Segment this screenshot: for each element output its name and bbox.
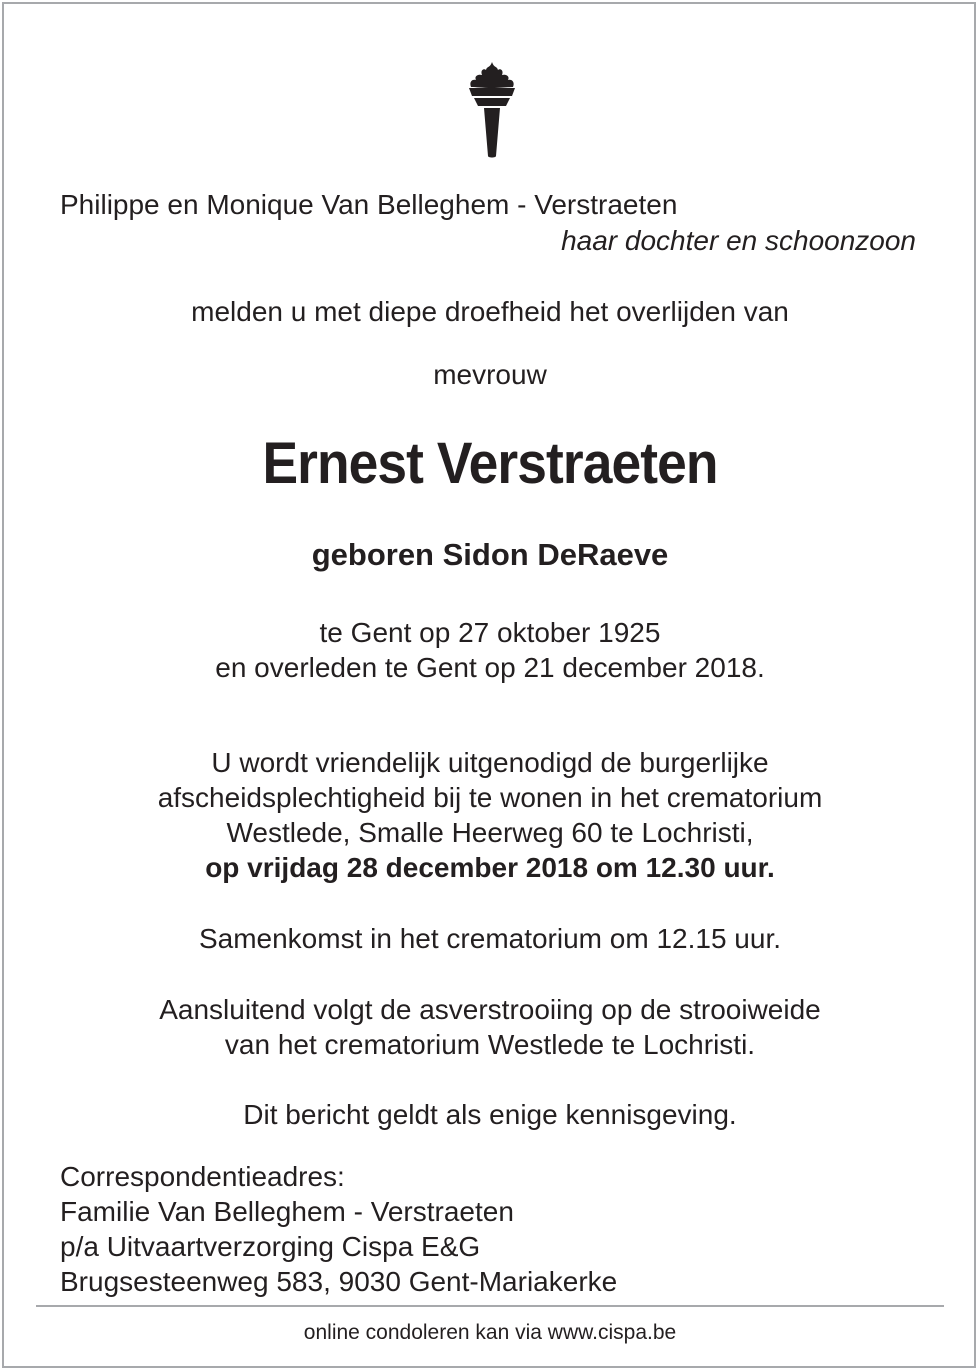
ceremony-line-2: afscheidsplechtigheid bij te wonen in het crematorium bbox=[157, 782, 823, 813]
born-line: te Gent op 27 oktober 1925 bbox=[319, 617, 661, 648]
ceremony-datetime: op vrijdag 28 december 2018 om 12.30 uur. bbox=[205, 852, 775, 883]
correspondence-label: Correspondentieadres: bbox=[60, 1161, 345, 1192]
torch-icon bbox=[460, 60, 524, 160]
family-relation: haar dochter en schoonzoon bbox=[561, 225, 916, 256]
correspondence-line-2: p/a Uitvaartverzorging Cispa E&G bbox=[60, 1231, 481, 1262]
died-line: en overleden te Gent op 21 december 2018. bbox=[215, 652, 765, 683]
birth-name: geboren Sidon DeRaeve bbox=[311, 537, 669, 572]
correspondence-line-3: Brugsesteenweg 583, 9030 Gent-Mariakerke bbox=[60, 1266, 618, 1297]
honorific: mevrouw bbox=[433, 359, 547, 390]
scattering-line-2: van het crematorium Westlede te Lochristi. bbox=[224, 1029, 756, 1060]
gathering-line: Samenkomst in het crematorium om 12.15 uur. bbox=[198, 923, 782, 954]
ceremony-line-1: U wordt vriendelijk uitgenodigd de burgerlijke bbox=[211, 747, 769, 778]
ceremony-line-3: Westlede, Smalle Heerweg 60 te Lochristi, bbox=[226, 817, 754, 848]
announcement-intro: melden u met diepe droefheid het overlijden van bbox=[191, 296, 789, 327]
footer-text: online condoleren kan via www.cispa.be bbox=[303, 1321, 677, 1344]
scattering-line-1: Aansluitend volgt de asverstrooiing op de strooiweide bbox=[159, 994, 821, 1025]
deceased-name: Ernest Verstraeten bbox=[262, 431, 718, 496]
correspondence-line-1: Familie Van Belleghem - Verstraeten bbox=[60, 1196, 514, 1227]
family-name: Philippe en Monique Van Belleghem - Verstraeten bbox=[60, 189, 678, 220]
notice-line: Dit bericht geldt als enige kennisgeving. bbox=[243, 1099, 737, 1130]
footer-divider bbox=[36, 1305, 944, 1307]
